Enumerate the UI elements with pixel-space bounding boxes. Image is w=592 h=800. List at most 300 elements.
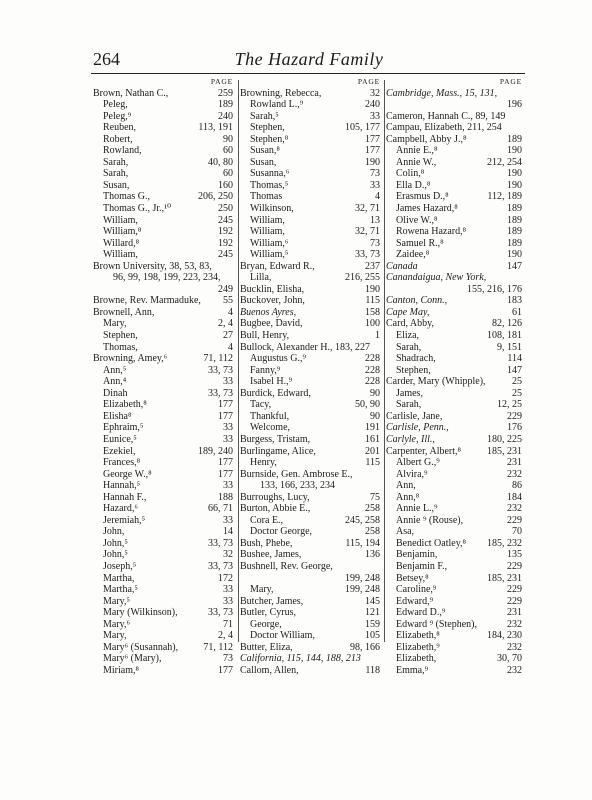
entry-pages: 33 [370,110,380,122]
entry-name: Carpenter, Albert,⁸ [386,445,462,457]
index-entry [93,561,237,573]
column-header: PAGE [499,77,522,86]
entry-pages: 66, 71 [208,503,233,515]
index-entry [386,422,526,434]
entry-name: Mary,⁶ [103,618,130,630]
entry-pages: 118 [365,664,380,676]
entry-name: Buckover, John, [240,295,305,307]
entry-pages: 189 [507,226,522,238]
entry-name: Sarah, [396,399,422,411]
entry-name: Erasmus D.,⁸ [396,191,449,203]
entry-pages: 184 [507,491,522,503]
entry-pages: 30, 70 [497,653,522,665]
entry-pages: 33 [223,422,233,434]
running-header [93,49,525,73]
entry-pages: 229 [507,584,522,596]
index-entry [93,642,237,654]
entry-pages: 145 [365,595,380,607]
entry-name: Willard,⁸ [103,237,140,249]
entry-name: Browning, Rebecca, [240,87,322,99]
entry-pages: 33 [370,179,380,191]
entry-pages: 90 [370,387,380,399]
index-entry [386,399,526,411]
index-entry [240,111,384,123]
index-entry [240,388,384,400]
index-entry [240,526,384,538]
index-entry [386,573,526,585]
entry-name: Eunice,⁵ [103,433,137,445]
entry-pages: 32 [223,549,233,561]
entry-name: Peleg, [103,99,128,111]
entry-pages: 191 [365,422,380,434]
entry-pages: 190 [365,156,380,168]
index-entry [93,526,237,538]
index-entry [240,411,384,423]
entry-name: Augustus G.,⁹ [250,353,306,365]
entry-pages: 231 [507,457,522,469]
index-entry [93,203,237,215]
entry-name: George, [250,618,282,630]
entry-pages: 177 [218,410,233,422]
entry-pages: 4 [375,191,380,203]
index-entry [93,630,237,642]
entry-pages: 25 [512,387,522,399]
entry-pages: 192 [218,226,233,238]
index-entry [240,145,384,157]
entry-name: Cameron, Hannah C., 89, 149 [386,110,506,122]
entry-name: Bullock, Alexander H., 183, 227 [240,341,370,353]
index-entry [386,99,526,111]
index-entry [240,99,384,111]
column-divider [384,80,385,642]
entry-pages: 61 [512,306,522,318]
entry-name: John,⁵ [103,549,128,561]
index-entry [386,492,526,504]
index-entry [93,446,237,458]
entry-pages: 90 [370,410,380,422]
index-entry [93,145,237,157]
entry-pages: 183 [507,295,522,307]
index-entry [93,249,237,261]
index-entry [240,261,384,273]
entry-name: Edward ⁹ (Stephen), [396,618,477,630]
index-entry [93,573,237,585]
entry-pages: 114 [507,353,522,365]
entry-pages: 216, 255 [345,272,380,284]
entry-pages: 115 [365,295,380,307]
index-entry [93,295,237,307]
entry-name: Robert, [103,133,133,145]
entry-name: Albert G.,⁹ [396,457,440,469]
index-entry [386,203,526,215]
index-entry [93,434,237,446]
running-title: The Hazard Family [234,49,384,69]
index-entry [386,607,526,619]
entry-pages: 196 [507,99,522,111]
entry-name: Canada [386,260,418,272]
index-entry [240,457,384,469]
index-entry [240,422,384,434]
entry-name: Elizabeth,⁸ [103,399,147,411]
index-entry [386,307,526,319]
entry-name: Elisha⁸ [103,410,132,422]
entry-name: William, [103,249,138,261]
entry-name: Brown, Nathan C., [93,87,169,99]
index-entry [240,284,384,296]
entry-name: Thomas [250,191,283,203]
index-entry [240,399,384,411]
entry-pages: 32, 71 [355,226,380,238]
index-entry [240,434,384,446]
entry-pages: 232 [507,618,522,630]
index-entry [240,342,384,354]
index-entry [93,191,237,203]
entry-name: Butler, Cyrus, [240,607,296,619]
entry-name: Butcher, James, [240,595,304,607]
index-entry [386,653,526,665]
index-entry [386,157,526,169]
entry-name: Ezekiel, [103,445,136,457]
entry-name: Emma,⁹ [396,664,429,676]
index-entry [93,284,237,296]
entry-name: Thankful, [250,410,290,422]
index-entry [240,272,384,284]
entry-name: Eliza, [396,330,420,342]
entry-name: Rowena Hazard,⁸ [396,226,467,238]
index-entry [93,215,237,227]
index-entry [240,503,384,515]
index-entry [386,434,526,446]
index-entry [93,549,237,561]
index-entry [93,353,237,365]
entry-name: Bugbee, David, [240,318,303,330]
entry-pages: 229 [507,514,522,526]
entry-name: Sarah,⁵ [250,110,279,122]
entry-pages: 105, 177 [345,122,380,134]
entry-pages: 231 [507,607,522,619]
entry-name: Elizabeth, [396,653,437,665]
index-entry [93,272,237,284]
entry-name: Welcome, [250,422,291,434]
entry-pages: 113, 191 [198,122,233,134]
entry-name: Susanna,⁶ [250,168,290,180]
entry-name: Annie L.,⁹ [396,503,438,515]
entry-pages: 161 [365,433,380,445]
entry-pages: 147 [507,260,522,272]
entry-pages: 232 [507,664,522,676]
entry-name: Betsey,⁸ [396,572,429,584]
entry-name: Isabel H.,⁹ [250,376,293,388]
entry-name: Bucklin, Elisha, [240,283,305,295]
entry-name: Carlisle, Jane, [386,410,443,422]
entry-name: Tacy, [250,399,272,411]
entry-name: Sarah, [396,341,422,353]
entry-name: Alvira,⁹ [396,468,428,480]
index-entry [386,261,526,273]
entry-name: Hannah,⁵ [103,480,141,492]
header-rule [91,73,525,74]
index-entry [240,469,384,481]
index-entry [93,492,237,504]
index-entry [386,469,526,481]
index-entry [240,122,384,134]
entry-name: Martha,⁵ [103,584,138,596]
index-entry [386,353,526,365]
entry-name: Burnside, Gen. Ambrose E., [240,468,353,480]
entry-pages: 177 [218,457,233,469]
entry-pages: 71, 112 [203,353,233,365]
entry-pages: 112, 189 [487,191,522,203]
entry-pages: 240 [365,99,380,111]
entry-name: Campbell, Abby J.,⁸ [386,133,467,145]
index-entry [240,630,384,642]
index-entry [93,365,237,377]
index-column-2 [240,76,384,676]
index-entry [93,457,237,469]
entry-name: California, 115, 144, 188, 213 [240,653,361,665]
index-entry [93,469,237,481]
entry-name: Burdick, Edward, [240,387,311,399]
index-entry [386,272,526,284]
entry-pages: 9, 151 [497,341,522,353]
index-entry [386,480,526,492]
entry-name: Mary, [103,318,127,330]
index-entry [240,249,384,261]
entry-pages: 228 [365,376,380,388]
index-entry [93,538,237,550]
index-entry [93,157,237,169]
entry-name: Martha, [103,572,135,584]
entry-pages: 237 [365,260,380,272]
entry-pages: 33, 73 [208,387,233,399]
entry-name: Card, Abby, [386,318,434,330]
entry-pages: 189 [507,203,522,215]
entry-name: Frances,⁸ [103,457,141,469]
index-entry [240,538,384,550]
entry-pages: 86 [512,480,522,492]
entry-pages: 176 [507,422,522,434]
index-entry [386,168,526,180]
index-entry [240,191,384,203]
entry-name: Browne, Rev. Marmaduke, [93,295,201,307]
entry-name: Cora E., [250,514,284,526]
entry-name: 96, 99, 198, 199, 223, 234, [113,272,221,284]
entry-pages: 159 [365,618,380,630]
entry-name: William,⁶ [250,237,289,249]
entry-pages: 33 [223,480,233,492]
entry-pages: 201 [365,445,380,457]
index-entry [240,318,384,330]
entry-pages: 190 [507,179,522,191]
index-entry [93,261,237,273]
index-entry [240,168,384,180]
entry-name: Brownell, Ann, [93,306,155,318]
entry-name: Zaidee,⁸ [396,249,430,261]
entry-name: Mary⁶ (Mary), [103,653,162,665]
index-column-3 [386,76,526,676]
entry-name: Bush, Phebe, [240,537,293,549]
entry-pages: 190 [365,283,380,295]
index-entry [240,561,384,573]
entry-pages: 71 [223,618,233,630]
entry-name: George W.,⁸ [103,468,152,480]
index-entry [386,411,526,423]
entry-pages: 189 [218,99,233,111]
entry-name: Burlingame, Alice, [240,445,316,457]
index-entry [240,353,384,365]
index-entry [93,111,237,123]
entry-name: Mary,⁵ [103,595,130,607]
entry-pages: 121 [365,607,380,619]
entry-name: Carlyle, Ill., [386,433,435,445]
entry-pages: 189 [507,214,522,226]
entry-pages: 177 [218,664,233,676]
index-entry [93,180,237,192]
entry-pages: 25 [512,376,522,388]
entry-pages: 160 [218,179,233,191]
entry-pages: 33, 73 [208,560,233,572]
entry-name: Ann, [396,480,416,492]
entry-name: Ephraim,⁵ [103,422,144,434]
entry-name: Shadrach, [396,353,436,365]
entry-name: Reuben, [103,122,137,134]
page-number: 264 [93,49,120,69]
entry-name: Stephen, [396,364,431,376]
entry-name: Thomas G., [103,191,150,203]
index-entry [93,330,237,342]
index-entry [386,249,526,261]
entry-name: Elizabeth,⁹ [396,641,440,653]
entry-pages: 184, 230 [487,630,522,642]
entry-pages: 90 [223,133,233,145]
index-entry [386,295,526,307]
entry-name: Stephen,⁸ [250,133,289,145]
entry-name: Dinah [103,387,128,399]
entry-name: Asa, [396,526,415,538]
entry-pages: 189 [507,237,522,249]
entry-pages: 245 [218,214,233,226]
index-entry [240,295,384,307]
index-entry [93,134,237,146]
index-entry [240,376,384,388]
index-entry [240,584,384,596]
entry-pages: 199, 248 [345,584,380,596]
index-entry [240,619,384,631]
entry-pages: 177 [365,145,380,157]
entry-name: Benjamin, [396,549,438,561]
entry-name: Thomas,⁵ [250,179,289,191]
entry-name: Ann,⁴ [103,376,127,388]
entry-pages: 108, 181 [487,330,522,342]
entry-pages: 73 [223,653,233,665]
index-entry [240,573,384,585]
index-entry [386,526,526,538]
index-entry [240,215,384,227]
entry-pages: 229 [507,410,522,422]
entry-pages: 60 [223,168,233,180]
index-entry [386,330,526,342]
entry-name: Bull, Henry, [240,330,290,342]
entry-name: Mary⁶ (Susannah), [103,641,179,653]
index-entry [240,238,384,250]
entry-name: Lilla, [250,272,272,284]
entry-name: Thomas, [103,341,138,353]
entry-name: Henry, [250,457,277,469]
entry-name: Brown University, 38, 53, 83, [93,260,212,272]
entry-pages: 180, 225 [487,433,522,445]
entry-pages: 190 [507,168,522,180]
entry-pages: 232 [507,503,522,515]
entry-pages: 228 [365,353,380,365]
index-entry [386,365,526,377]
entry-name: Stephen, [103,330,138,342]
entry-pages: 245 [218,249,233,261]
entry-pages: 82, 126 [492,318,522,330]
index-entry [240,226,384,238]
index-entry [93,422,237,434]
entry-name: Annie E.,⁸ [396,145,438,157]
entry-pages: 55 [223,295,233,307]
entry-name: Burroughs, Lucy, [240,491,310,503]
entry-name: Stephen, [250,122,285,134]
entry-pages: 155, 216, 176 [467,283,522,295]
entry-name: Benedict Oatley,⁸ [396,537,467,549]
entry-pages: 240 [218,110,233,122]
index-entry [386,145,526,157]
entry-name: 133, 166, 233, 234 [260,480,335,492]
entry-name: Canton, Conn., [386,295,448,307]
entry-pages: 32, 71 [355,203,380,215]
index-entry [93,88,237,100]
entry-pages: 75 [370,491,380,503]
index-entry [93,503,237,515]
index-entry [93,226,237,238]
index-entry [93,122,237,134]
entry-name: Thomas G., Jr.,¹⁰ [103,203,172,215]
entry-name: Mary (Wilkinson), [103,607,178,619]
column-divider [238,80,239,642]
entry-name: William, [250,226,285,238]
index-entry [386,549,526,561]
index-entry [240,549,384,561]
entry-pages: 115, 194 [345,537,380,549]
entry-name: Joseph,⁵ [103,560,137,572]
entry-name: Susan, [103,179,130,191]
index-entry [386,191,526,203]
column-header: PAGE [357,77,380,86]
entry-name: Bushee, James, [240,549,302,561]
entry-name: Annie ⁹ (Rouse), [396,514,464,526]
index-entry [240,203,384,215]
entry-name: Colin,⁸ [396,168,425,180]
index-entry [240,157,384,169]
entry-name: Bushnell, Rev. George, [240,560,333,572]
entry-pages: 100 [365,318,380,330]
entry-name: Mary, [250,584,274,596]
index-entry [93,596,237,608]
index-entry [240,492,384,504]
entry-pages: 33, 73 [208,537,233,549]
entry-name: Ann,⁸ [396,491,420,503]
entry-name: Ella D.,⁸ [396,179,431,191]
index-entry [93,515,237,527]
entry-pages: 40, 80 [208,156,233,168]
entry-pages: 212, 254 [487,156,522,168]
entry-name: Cape May, [386,306,430,318]
index-entry [386,388,526,400]
entry-pages: 250 [218,203,233,215]
entry-pages: 33 [223,595,233,607]
